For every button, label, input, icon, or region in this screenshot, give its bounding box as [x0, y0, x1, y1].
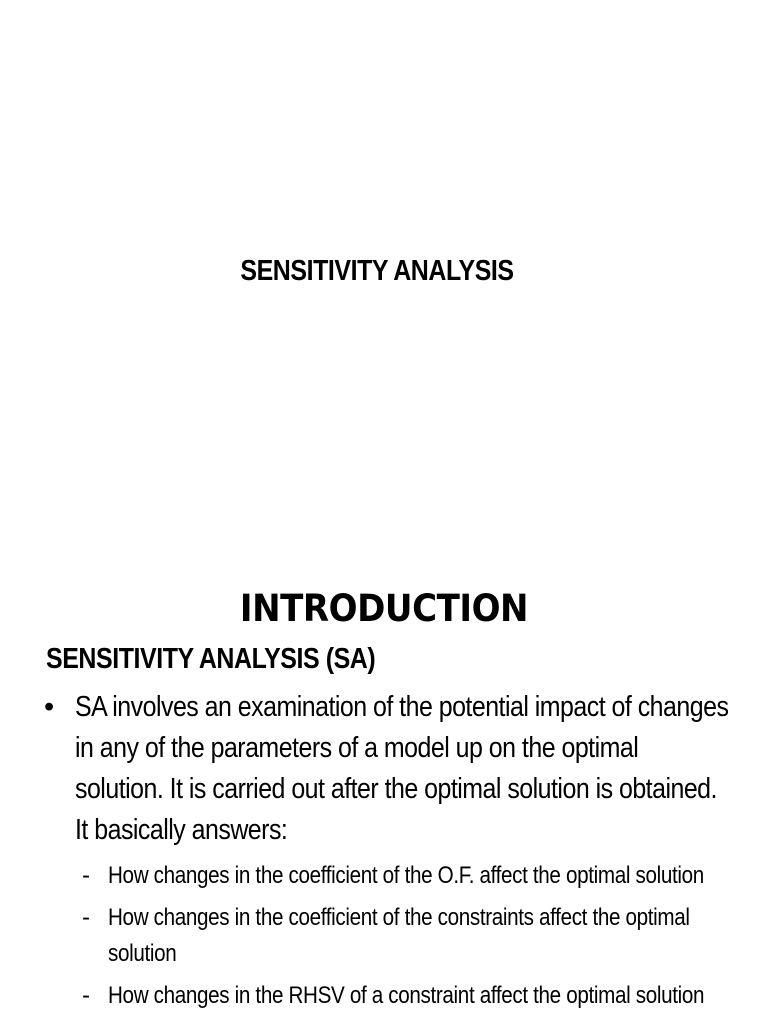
main-bullet-text: SA involves an examination of the potential impact of changes in any of the parameters of a model up on the optimal solution. It is carried out after the optimal solution is obtained. It basically answers:	[75, 691, 729, 846]
sub-bullet-item	[82, 978, 742, 1014]
sub-bullet-text: How changes in the RHSV of a constraint affect the optimal solution	[108, 982, 705, 1009]
section-title: SENSITIVITY ANALYSIS (SA)	[46, 643, 376, 675]
main-bullet	[44, 687, 744, 851]
slide-introduction	[0, 570, 768, 1024]
slide-title: SENSITIVITY ANALYSIS	[240, 255, 514, 287]
sub-bullet-text: How changes in the coefficient of the constraints affect the optimal solution	[108, 904, 690, 967]
dash-icon: -	[82, 862, 90, 889]
slide-heading: INTRODUCTION	[239, 587, 529, 630]
sub-bullet-text: How changes in the coefficient of the O.F. affect the optimal solution	[108, 862, 704, 889]
sub-bullet-list	[82, 858, 742, 1020]
dash-icon: -	[82, 982, 90, 1009]
dash-icon: -	[82, 904, 90, 931]
sub-bullet-item	[82, 900, 742, 972]
sub-bullet-item	[82, 858, 742, 894]
bullet-icon: •	[44, 691, 55, 723]
